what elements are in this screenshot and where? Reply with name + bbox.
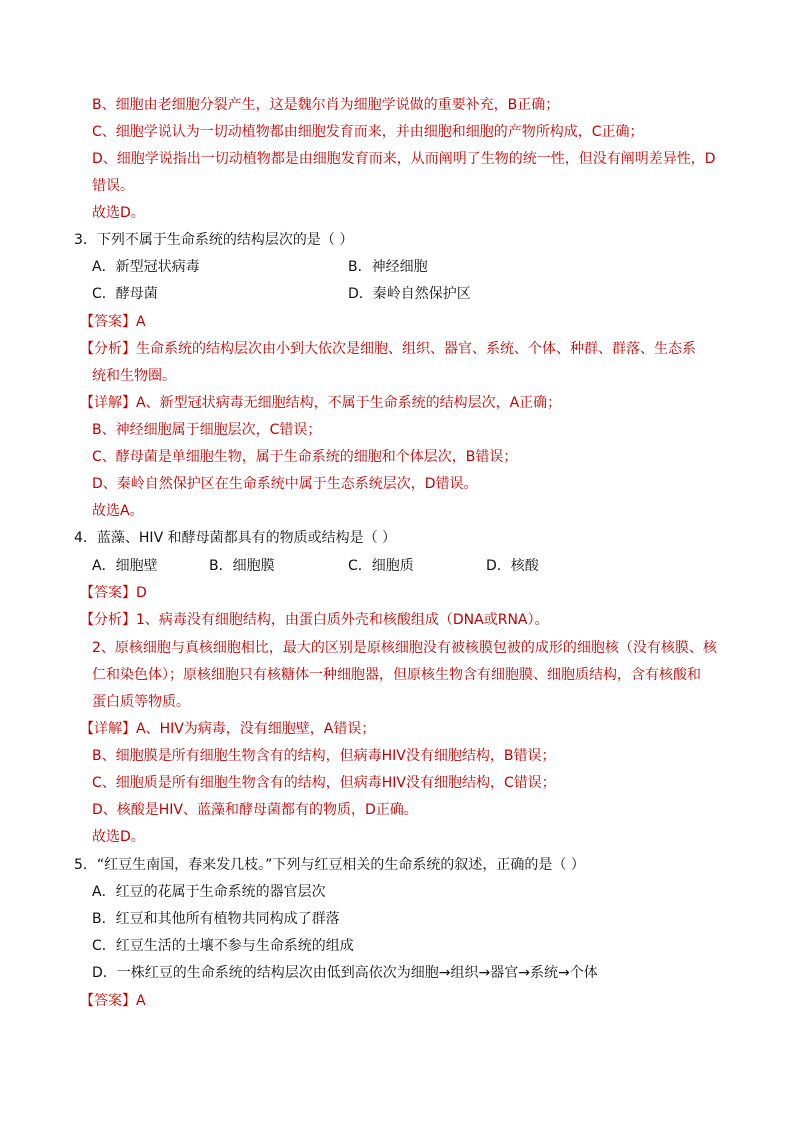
- q4-detail-line4: D、核酸是HIV、蓝藻和酵母菌都有的物质，D正确。: [92, 802, 418, 818]
- q3-answer: [80, 313, 146, 331]
- detail-text: A、HIV为病毒，没有细胞壁，A错误；: [136, 721, 376, 737]
- answer-value: D: [136, 585, 147, 601]
- q4-conclusion: 故选D。: [92, 829, 145, 845]
- q4-analysis-line4: 蛋白质等物质。: [92, 694, 190, 710]
- q3-stem: 3．下列不属于生命系统的结构层次的是（ ）: [74, 232, 354, 248]
- q3-conclusion: 故选A。: [92, 503, 144, 519]
- q3-detail-line1: [80, 394, 561, 412]
- q2-detail-c: C、细胞学说认为一切动植物都由细胞发育而来，并由细胞和细胞的产物所构成，C正确；: [92, 124, 644, 140]
- analysis-label: 【分析】: [80, 341, 136, 357]
- q4-stem: 4．蓝藻、HIV 和酵母菌都具有的物质或结构是（ ）: [74, 530, 397, 546]
- q5-stem: 5．“红豆生南国，春来发几枝。”下列与红豆相关的生命系统的叙述，正确的是（ ）: [74, 857, 585, 873]
- q5-option-c: C．红豆生活的土壤不参与生命系统的组成: [92, 938, 354, 954]
- detail-label: 【详解】: [80, 395, 136, 411]
- q3-option-d: D．秦岭自然保护区: [348, 286, 471, 302]
- answer-label: 【答案】: [80, 314, 136, 330]
- q4-detail-line3: C、细胞质是所有细胞生物含有的结构，但病毒HIV没有细胞结构，C错误；: [92, 775, 556, 791]
- answer-label: 【答案】: [80, 993, 136, 1009]
- q3-option-c: C．酵母菌: [92, 286, 158, 302]
- detail-label: 【详解】: [80, 721, 136, 737]
- q2-detail-d-line2: 错误。: [92, 178, 134, 194]
- analysis-text: 1、病毒没有细胞结构，由蛋白质外壳和核酸组成（DNA或RNA）。: [136, 612, 549, 628]
- q5-option-b: B．红豆和其他所有植物共同构成了群落: [92, 911, 340, 927]
- q5-answer: [80, 992, 146, 1010]
- q4-option-d: D．核酸: [486, 558, 539, 574]
- q4-option-a: A．细胞壁: [92, 558, 158, 574]
- q2-detail-d-line1: D、细胞学说指出一切动植物都是由细胞发育而来，从而阐明了生物的统一性，但没有阐明差异性，D: [92, 151, 716, 167]
- answer-label: 【答案】: [80, 585, 136, 601]
- q3-option-b: B．神经细胞: [348, 259, 428, 275]
- q4-detail-line1: [80, 720, 375, 738]
- q3-detail-line4: D、秦岭自然保护区在生命系统中属于生态系统层次，D错误。: [92, 476, 478, 492]
- q4-option-b: B．细胞膜: [209, 558, 275, 574]
- q3-detail-line2: B、神经细胞属于细胞层次，C错误；: [92, 422, 322, 438]
- analysis-text: 生命系统的结构层次由小到大依次是细胞、组织、器官、系统、个体、种群、群落、生态系: [136, 341, 696, 357]
- q2-detail-b: B、细胞由老细胞分裂产生，这是魏尔肖为细胞学说做的重要补充，B正确；: [92, 97, 560, 113]
- q3-analysis-line2: 统和生物圈。: [92, 368, 176, 384]
- q4-analysis-line3: 仁和染色体）；原核细胞只有核糖体一种细胞器，但原核生物含有细胞膜、细胞质结构，含有核酸和: [92, 667, 701, 683]
- q3-detail-line3: C、酵母菌是单细胞生物，属于生命系统的细胞和个体层次，B错误；: [92, 449, 518, 465]
- q4-answer: [80, 584, 147, 602]
- analysis-label: 【分析】: [80, 612, 136, 628]
- q4-analysis-line1: [80, 611, 549, 629]
- q3-option-a: A．新型冠状病毒: [92, 259, 200, 275]
- q5-option-d: D．一株红豆的生命系统的结构层次由低到高依次为细胞→组织→器官→系统→个体: [92, 965, 598, 981]
- q3-analysis-line1: [80, 340, 696, 358]
- answer-value: A: [136, 993, 146, 1009]
- detail-text: A、新型冠状病毒无细胞结构，不属于生命系统的结构层次，A正确；: [136, 395, 562, 411]
- q4-option-c: C．细胞质: [348, 558, 414, 574]
- q4-analysis-line2: 2、原核细胞与真核细胞相比，最大的区别是原核细胞没有被核膜包被的成形的细胞核（没有核膜、核: [92, 640, 717, 656]
- q5-option-a: A．红豆的花属于生命系统的器官层次: [92, 884, 326, 900]
- q2-conclusion: 故选D。: [92, 205, 145, 221]
- answer-value: A: [136, 314, 146, 330]
- q4-detail-line2: B、细胞膜是所有细胞生物含有的结构，但病毒HIV没有细胞结构，B错误；: [92, 748, 556, 764]
